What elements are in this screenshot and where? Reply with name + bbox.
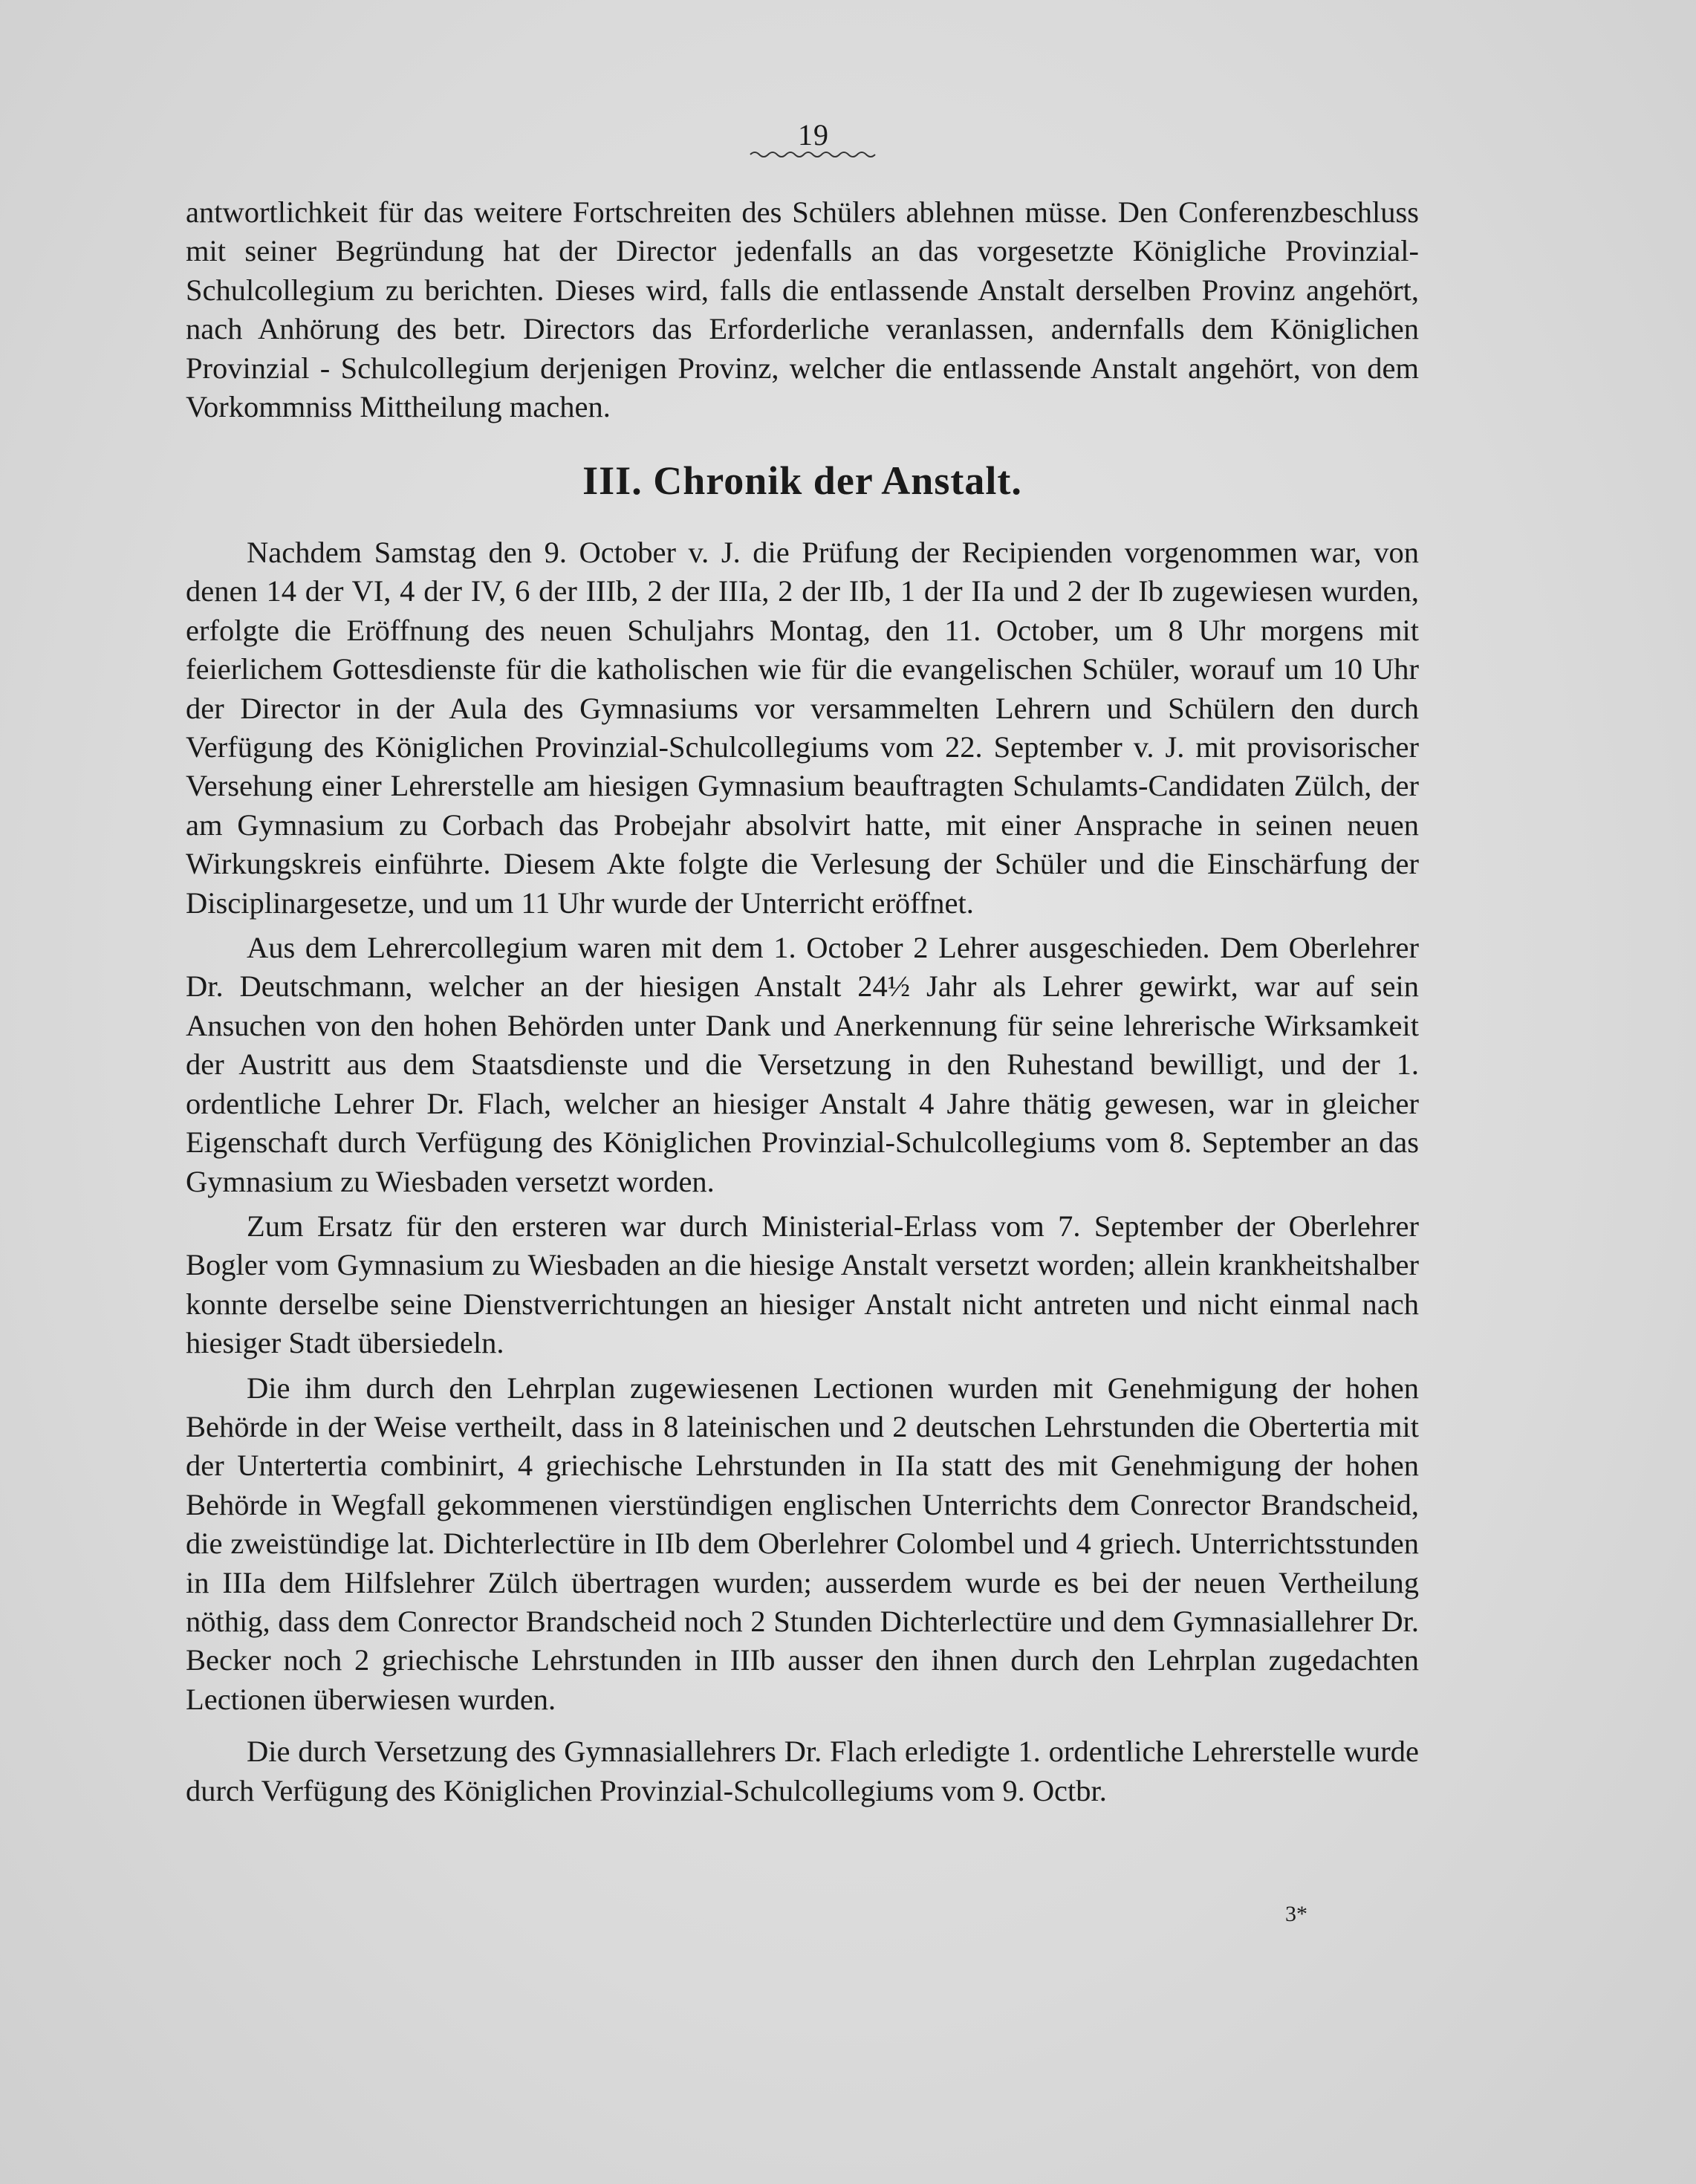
page-number: 19 <box>798 118 829 152</box>
chronicle-text-block <box>186 533 1419 1810</box>
chronicle-paragraph: Zum Ersatz für den ersteren war durch Ministerial-Erlass vom 7. September der Oberlehrer Bogler vom Gymnasium zu Wiesbaden an die hiesige Anstalt versetzt worden; allein krankheitshalber konnte derselbe seine Dienstverrichtungen an hiesiger Anstalt nicht antreten und nicht einmal nach hiesiger Stadt übersiedeln. <box>186 1209 1419 1360</box>
page-number-flourish <box>747 149 880 160</box>
intro-text-block <box>186 193 1419 426</box>
intro-paragraph: antwortlichkeit für das weitere Fortschreiten des Schülers ablehnen müsse. Den Conferenzbeschluss mit seiner Begründung hat der Director jedenfalls an das vorgesetzte Königliche Provinzial-Schulcollegium zu berichten. Dieses wird, falls die entlassende Anstalt derselben Provinz angehört, nach Anhörung des betr. Directors das Erforderliche veranlassen, andernfalls dem Königlichen Provinzial - Schulcollegium derjenigen Provinz, welcher die entlassende Anstalt angehört, von dem Vorkommniss Mittheilung machen. <box>186 195 1419 424</box>
signature-mark: 3* <box>1285 1902 1307 1926</box>
section-heading: III. Chronik der Anstalt. <box>582 458 1022 503</box>
chronicle-paragraph: Nachdem Samstag den 9. October v. J. die Prüfung der Recipienden vorgenommen war, von denen 14 der VI, 4 der IV, 6 der IIIb, 2 der IIIa, 2 der IIb, 1 der IIa und 2 der Ib zugewiesen wurden, erfolgte die Eröffnung des neuen Schuljahrs Montag, den 11. October, um 8 Uhr morgens mit feierlichem Gottesdienste für die katholischen wie für die evangelischen Schüler, worauf um 10 Uhr der Director in der Aula des Gymnasiums vor versammelten Lehrern und Schülern den durch Verfügung des Königlichen Provinzial-Schulcollegiums vom 22. September v. J. mit provisorischer Versehung einer Lehrerstelle am hiesigen Gymnasium beauftragten Schulamts-Candidaten Zülch, der am Gymnasium zu Corbach das Probejahr absolvirt hatte, mit einer Ansprache in seinen neuen Wirkungskreis einführte. Diesem Akte folgte die Verlesung der Schüler und die Einschärfung der Disciplinargesetze, und um 11 Uhr wurde der Unterricht eröffnet. <box>186 536 1419 920</box>
chronicle-paragraph: Die ihm durch den Lehrplan zugewiesenen Lectionen wurden mit Genehmigung der hohen Behörde in der Weise vertheilt, dass in 8 lateinischen und 2 deutschen Lehrstunden die Obertertia mit der Untertertia combinirt, 4 griechische Lehrstunden in IIa statt des mit Genehmigung der hohen Behörde in Wegfall gekommenen vierstündigen englischen Unterrichts dem Conrector Brandscheid, die zweistündige lat. Dichterlectüre in IIb dem Oberlehrer Colombel und 4 griech. Unterrichtsstunden in IIIa dem Hilfslehrer Zülch übertragen wurden; ausserdem wurde es bei der neuen Vertheilung nöthig, dass dem Conrector Brandscheid noch 2 Stunden Dichterlectüre und dem Gymnasiallehrer Dr. Becker noch 2 griechische Lehrstunden in IIIb ausser den ihnen durch den Lehrplan zugedachten Lectionen überwiesen wurden. <box>186 1371 1419 1716</box>
chronicle-paragraph: Aus dem Lehrercollegium waren mit dem 1. October 2 Lehrer ausgeschieden. Dem Oberlehrer Dr. Deutschmann, welcher an der hiesigen Anstalt 24½ Jahr als Lehrer gewirkt, war auf sein Ansuchen von den hohen Behörden unter Dank und Anerkennung für seine lehrerische Wirksamkeit der Austritt aus dem Staatsdienste und die Versetzung in den Ruhestand bewilligt, und der 1. ordentliche Lehrer Dr. Flach, welcher an hiesiger Anstalt 4 Jahre thätig gewesen, war in gleicher Eigenschaft durch Verfügung des Königlichen Provinzial-Schulcollegiums vom 8. September an das Gymnasium zu Wiesbaden versetzt worden. <box>186 931 1419 1198</box>
chronicle-paragraph: Die durch Versetzung des Gymnasiallehrers Dr. Flach erledigte 1. ordentliche Lehrerstelle wurde durch Verfügung des Königlichen Provinzial-Schulcollegiums vom 9. Octbr. <box>186 1735 1419 1807</box>
